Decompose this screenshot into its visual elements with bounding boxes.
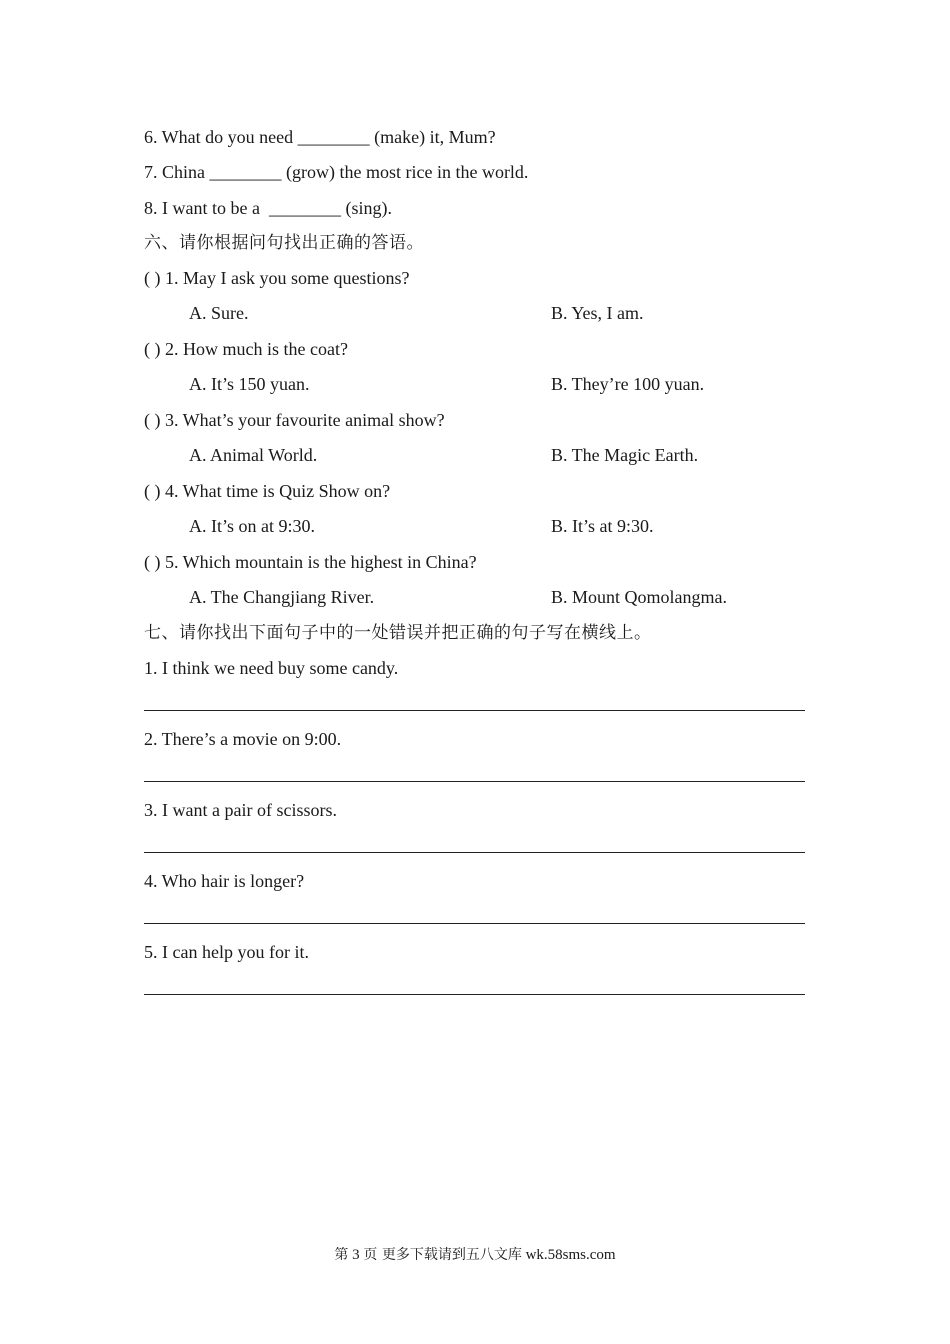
question-3-option-a: A. Animal World. bbox=[189, 445, 318, 465]
question-3-option-b: B. The Magic Earth. bbox=[551, 445, 699, 465]
fill-blank-8: 8. I want to be a ________ (sing). bbox=[144, 198, 392, 218]
question-2-option-b: B. They’re 100 yuan. bbox=[551, 374, 705, 394]
fill-blank-7: 7. China ________ (grow) the most rice in the world. bbox=[144, 162, 529, 182]
footer-page-number: 3 bbox=[352, 1247, 360, 1263]
question-4: ( ) 4. What time is Quiz Show on? bbox=[144, 481, 391, 501]
footer-page-prefix: 第 bbox=[334, 1247, 349, 1263]
error-sentence-2: 2. There’s a movie on 9:00. bbox=[144, 729, 342, 749]
answer-line-2[interactable] bbox=[144, 781, 805, 782]
question-2: ( ) 2. How much is the coat? bbox=[144, 339, 348, 359]
question-5: ( ) 5. Which mountain is the highest in China? bbox=[144, 552, 477, 572]
error-sentence-5: 5. I can help you for it. bbox=[144, 942, 309, 962]
footer-site-link[interactable]: wk.58sms.com bbox=[525, 1247, 616, 1263]
error-sentence-4: 4. Who hair is longer? bbox=[144, 871, 305, 891]
page-footer bbox=[0, 1245, 950, 1265]
question-1-option-b: B. Yes, I am. bbox=[551, 303, 644, 323]
question-3: ( ) 3. What’s your favourite animal show? bbox=[144, 410, 445, 430]
answer-line-1[interactable] bbox=[144, 710, 805, 711]
answer-line-5[interactable] bbox=[144, 994, 805, 995]
error-sentence-3: 3. I want a pair of scissors. bbox=[144, 800, 337, 820]
question-5-option-a: A. The Changjiang River. bbox=[189, 587, 375, 607]
question-4-option-a: A. It’s on at 9:30. bbox=[189, 516, 315, 536]
question-2-option-a: A. It’s 150 yuan. bbox=[189, 374, 310, 394]
footer-download-text: 页 更多下载请到五八文库 bbox=[363, 1247, 522, 1263]
section6-heading: 六、请你根据问句找出正确的答语。 bbox=[144, 233, 424, 253]
question-5-option-b: B. Mount Qomolangma. bbox=[551, 587, 727, 607]
question-1-option-a: A. Sure. bbox=[189, 303, 249, 323]
fill-blank-6: 6. What do you need ________ (make) it, Mum? bbox=[144, 127, 496, 147]
answer-line-4[interactable] bbox=[144, 923, 805, 924]
question-4-option-b: B. It’s at 9:30. bbox=[551, 516, 654, 536]
error-sentence-1: 1. I think we need buy some candy. bbox=[144, 658, 399, 678]
answer-line-3[interactable] bbox=[144, 852, 805, 853]
section7-heading: 七、请你找出下面句子中的一处错误并把正确的句子写在横线上。 bbox=[144, 623, 652, 643]
question-1: ( ) 1. May I ask you some questions? bbox=[144, 268, 410, 288]
